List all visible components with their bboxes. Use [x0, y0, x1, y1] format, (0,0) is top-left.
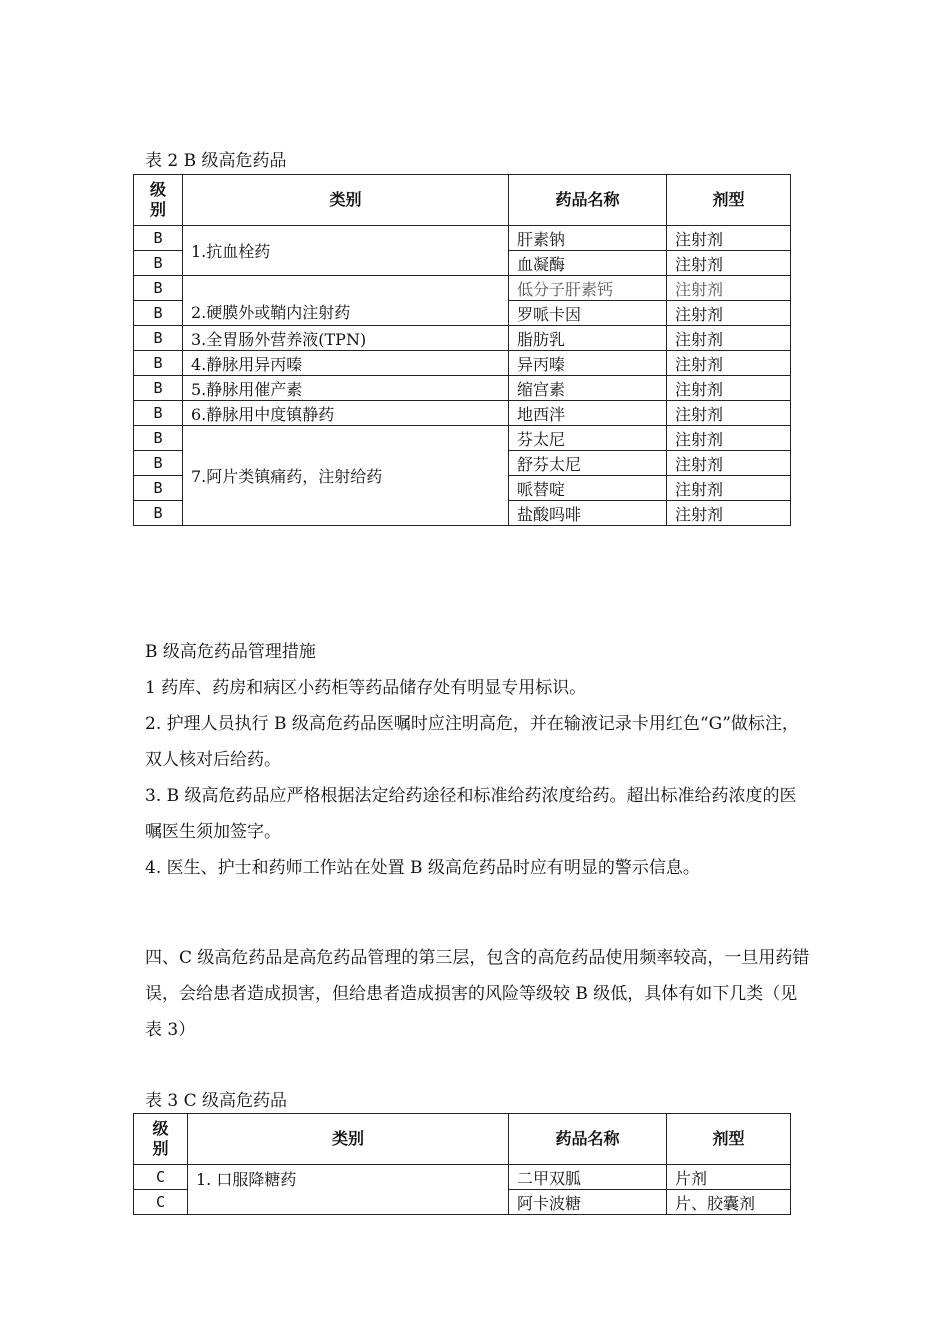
table-row	[134, 426, 791, 451]
form-cell: 注射剂	[667, 351, 791, 376]
header-form: 剂型	[667, 1114, 791, 1165]
form-cell: 注射剂	[667, 501, 791, 526]
measure-item: 1 药库、药房和病区小药柜等药品储存处有明显专用标识。	[145, 678, 587, 698]
drug-name-cell: 低分子肝素钙	[509, 276, 667, 301]
measure-item: 4. 医生、护士和药师工作站在处置 B 级高危药品时应有明显的警示信息。	[145, 858, 700, 878]
level-cell: B	[134, 376, 183, 401]
header-level: 级别	[134, 175, 183, 226]
drug-name-cell: 肝素钠	[509, 226, 667, 251]
table-row	[134, 351, 791, 376]
section-c-level-intro	[145, 940, 810, 1048]
table-row	[134, 376, 791, 401]
table3-caption: 表 3 C 级高危药品	[145, 1091, 288, 1111]
level-cell: B	[134, 251, 183, 276]
header-form: 剂型	[667, 175, 791, 226]
drug-name-cell: 缩宫素	[509, 376, 667, 401]
header-drug-name: 药品名称	[509, 175, 667, 226]
category-cell: 4.静脉用异丙嗪	[183, 351, 509, 376]
measure-item: 3. B 级高危药品应严格根据法定给药途径和标准给药浓度给药。超出标准给药浓度的医嘱医生须加签字。	[145, 786, 797, 842]
header-category: 类别	[183, 175, 509, 226]
header-drug-name: 药品名称	[509, 1114, 667, 1165]
form-cell: 片剂	[667, 1165, 791, 1190]
form-cell: 注射剂	[667, 276, 791, 301]
drug-name-cell: 舒芬太尼	[509, 451, 667, 476]
category-cell: 3.全胃肠外营养液(TPN)	[183, 326, 509, 351]
level-cell: B	[134, 226, 183, 251]
table-row	[134, 326, 791, 351]
level-cell: B	[134, 476, 183, 501]
drug-name-cell: 芬太尼	[509, 426, 667, 451]
section-paragraph: 四、C 级高危药品是高危药品管理的第三层，包含的高危药品使用频率较高，一旦用药错误，会给患者造成损害，但给患者造成损害的风险等级较 B 级低，具体有如下几类（见表 3）	[145, 948, 810, 1040]
level-cell: B	[134, 426, 183, 451]
level-cell: B	[134, 501, 183, 526]
level-cell: B	[134, 301, 183, 326]
category-cell: 2.硬膜外或鞘内注射药	[183, 276, 509, 326]
header-category: 类别	[188, 1114, 509, 1165]
drug-name-cell: 脂肪乳	[509, 326, 667, 351]
drug-name-cell: 阿卡波糖	[509, 1190, 667, 1215]
category-cell: 1.抗血栓药	[183, 226, 509, 276]
header-level: 级别	[134, 1114, 188, 1165]
table-b-level-drugs	[133, 174, 791, 526]
level-cell: B	[134, 351, 183, 376]
drug-name-cell: 地西泮	[509, 401, 667, 426]
category-cell: 6.静脉用中度镇静药	[183, 401, 509, 426]
b-level-measures	[145, 634, 810, 886]
form-cell: 注射剂	[667, 451, 791, 476]
drug-name-cell: 异丙嗪	[509, 351, 667, 376]
table-row	[134, 1165, 791, 1190]
form-cell: 注射剂	[667, 476, 791, 501]
category-cell: 5.静脉用催产素	[183, 376, 509, 401]
drug-name-cell: 罗哌卡因	[509, 301, 667, 326]
measure-item: 2. 护理人员执行 B 级高危药品医嘱时应注明高危，并在输液记录卡用红色“G”做标注，双人核对后给药。	[145, 714, 799, 770]
level-cell: B	[134, 326, 183, 351]
form-cell: 注射剂	[667, 251, 791, 276]
form-cell: 注射剂	[667, 226, 791, 251]
table-row	[134, 276, 791, 301]
form-cell: 注射剂	[667, 376, 791, 401]
drug-name-cell: 血凝酶	[509, 251, 667, 276]
level-cell: B	[134, 276, 183, 301]
form-cell: 片、胶囊剂	[667, 1190, 791, 1215]
level-cell: B	[134, 401, 183, 426]
form-cell: 注射剂	[667, 401, 791, 426]
level-cell: C	[134, 1190, 188, 1215]
level-cell: B	[134, 451, 183, 476]
table2-caption: 表 2 B 级高危药品	[145, 151, 287, 171]
category-cell: 1. 口服降糖药	[188, 1165, 509, 1215]
form-cell: 注射剂	[667, 326, 791, 351]
table-c-level-drugs	[133, 1113, 791, 1215]
form-cell: 注射剂	[667, 426, 791, 451]
measures-title: B 级高危药品管理措施	[145, 642, 316, 662]
table-row	[134, 401, 791, 426]
table-row	[134, 226, 791, 251]
drug-name-cell: 盐酸吗啡	[509, 501, 667, 526]
drug-name-cell: 二甲双胍	[509, 1165, 667, 1190]
form-cell: 注射剂	[667, 301, 791, 326]
drug-name-cell: 哌替啶	[509, 476, 667, 501]
category-cell: 7.阿片类镇痛药，注射给药	[183, 426, 509, 526]
level-cell: C	[134, 1165, 188, 1190]
